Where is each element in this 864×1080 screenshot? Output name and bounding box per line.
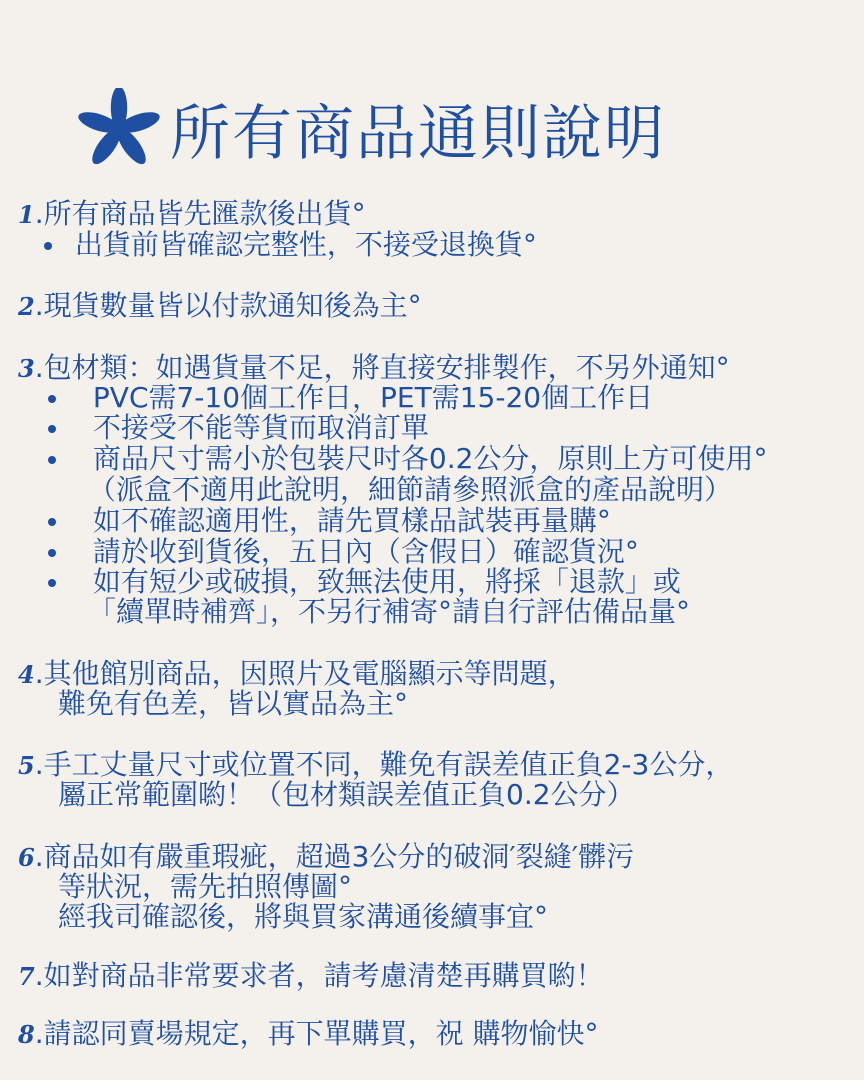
section-number: 5 [18, 751, 35, 780]
section-3-continuation-1 [88, 474, 732, 506]
continuation-text: 經我司確認後，將與買家溝通後續事宜° [58, 900, 549, 933]
continuation-text: 「續單時補齊」，不另行補寄°請自行評估備品量° [88, 595, 691, 628]
section-3-bullet-5 [48, 536, 639, 568]
bullet-icon [48, 456, 56, 464]
bullet-text: 出貨前皆確認完整性，不接受退換貨° [74, 228, 537, 261]
section-text: 所有商品皆先匯款後出貨° [43, 197, 366, 230]
continuation-text: （派盒不適用此說明，細節請參照派盒的產品說明） [88, 473, 733, 506]
section-3: 3.包材類：如遇貨量不足，將直接安排製作，不另外通知° [18, 351, 730, 384]
bullet-text: 請於收到貨後，五日內（含假日）確認貨況° [92, 535, 639, 568]
bullet-text: 不接受不能等貨而取消訂單 [92, 411, 429, 444]
bullet-icon [48, 549, 56, 557]
section-text: 請認同賣場規定，再下單購買，祝 購物愉快° [43, 1017, 599, 1050]
section-number: 6 [18, 843, 35, 872]
section-2: 2.現貨數量皆以付款通知後為主° [18, 289, 422, 322]
section-text: 包材類：如遇貨量不足，將直接安排製作，不另外通知° [43, 351, 730, 384]
section-number: 4 [18, 660, 35, 689]
section-6: 6.商品如有嚴重瑕疵，超過3公分的破洞′裂縫′髒污 [18, 840, 635, 873]
section-3-bullet-6 [48, 566, 681, 598]
bullet-text: PVC需7-10個工作日，PET需15-20個工作日 [92, 381, 654, 414]
section-number: 1 [18, 200, 35, 229]
section-5: 5.手工丈量尺寸或位置不同，難免有誤差值正負2-3公分， [18, 748, 734, 781]
bullet-text: 如不確認適用性，請先買樣品試裝再量購° [92, 504, 611, 537]
section-number: 2 [18, 292, 35, 321]
section-5-continuation [58, 779, 635, 811]
section-3-continuation-2 [88, 596, 690, 628]
section-text: 現貨數量皆以付款通知後為主° [43, 289, 422, 322]
section-8: 8.請認同賣場規定，再下單購買，祝 購物愉快° [18, 1017, 599, 1050]
section-number: 3 [18, 354, 35, 383]
asterisk-icon [78, 88, 160, 170]
bullet-icon [44, 242, 52, 250]
bullet-icon [48, 518, 56, 526]
section-text: 其他館別商品，因照片及電腦顯示等問題， [43, 657, 576, 690]
section-number: 8 [18, 1020, 35, 1049]
section-3-bullet-3 [48, 443, 767, 475]
section-1-bullet-1 [44, 229, 537, 261]
section-3-bullet-1 [48, 382, 653, 414]
continuation-text: 難免有色差，皆以實品為主° [58, 687, 409, 720]
section-1: 1.所有商品皆先匯款後出貨° [18, 197, 366, 230]
bullet-icon [48, 579, 56, 587]
page-title [78, 84, 666, 174]
bullet-text: 商品尺寸需小於包裝尺吋各0.2公分，原則上方可使用° [92, 442, 768, 475]
section-text: 手工丈量尺寸或位置不同，難免有誤差值正負2-3公分， [43, 748, 734, 781]
continuation-text: 等狀況，需先拍照傳圖° [58, 870, 353, 903]
section-3-bullet-4 [48, 505, 611, 537]
section-3-bullet-2 [48, 412, 429, 444]
section-7: 7.如對商品非常要求者，請考慮清楚再購買喲！ [18, 959, 604, 992]
section-number: 7 [18, 962, 35, 991]
section-6-continuation-2 [58, 901, 548, 933]
title-text: 所有商品通則說明 [170, 99, 666, 169]
section-4-continuation [58, 688, 408, 720]
bullet-text: 如有短少或破損，致無法使用，將採「退款」或 [92, 565, 681, 598]
bullet-icon [48, 425, 56, 433]
continuation-text: 屬正常範圍喲！（包材類誤差值正負0.2公分） [58, 778, 635, 811]
section-text: 如對商品非常要求者，請考慮清楚再購買喲！ [43, 959, 604, 992]
section-6-continuation-1 [58, 871, 352, 903]
bullet-icon [48, 395, 56, 403]
section-4: 4.其他館別商品，因照片及電腦顯示等問題， [18, 657, 576, 690]
section-text: 商品如有嚴重瑕疵，超過3公分的破洞′裂縫′髒污 [43, 840, 635, 873]
